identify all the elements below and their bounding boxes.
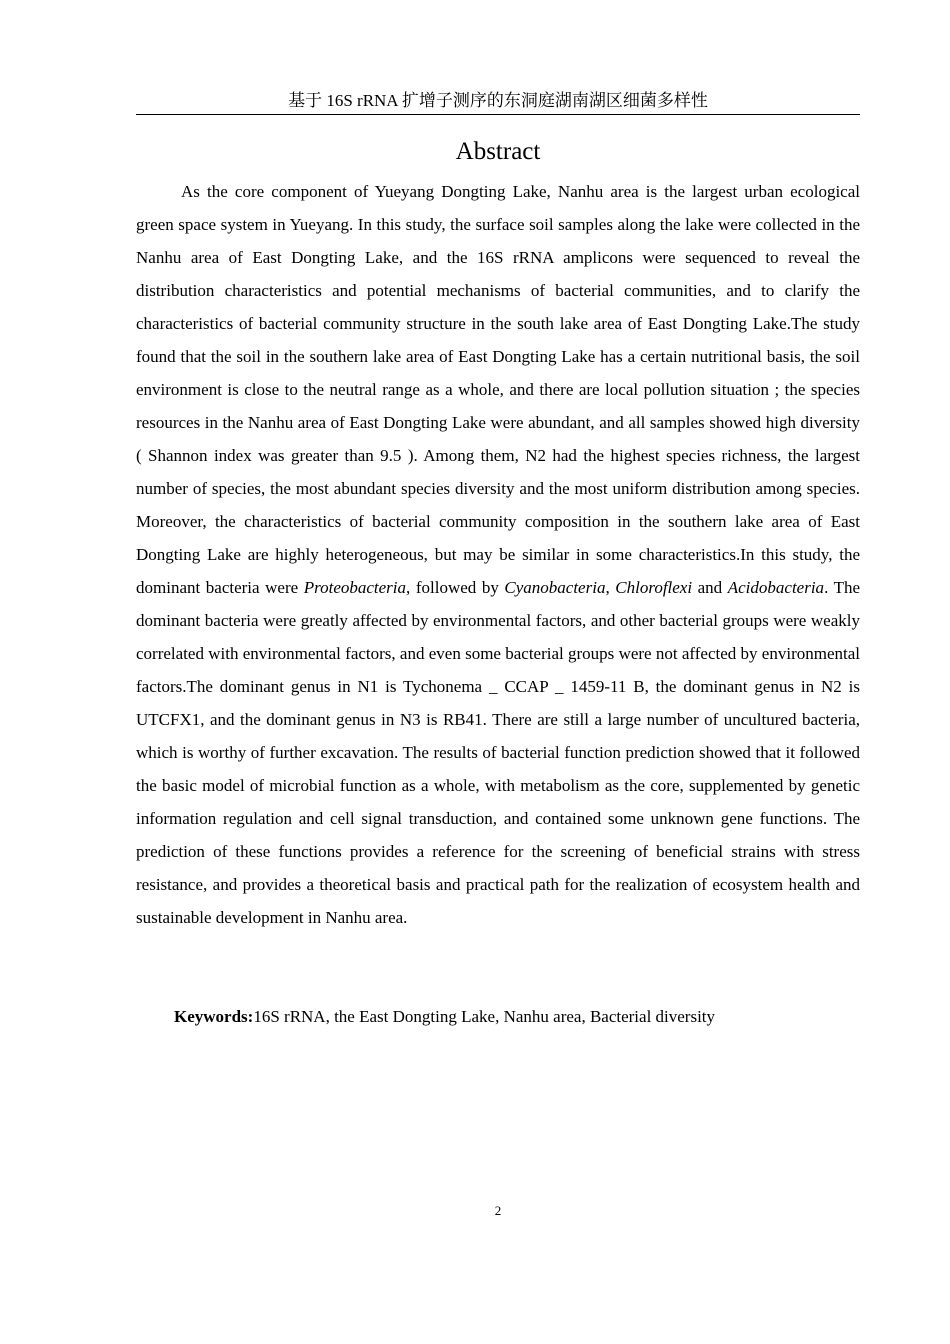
abstract-body bbox=[136, 175, 860, 934]
taxon-acidobacteria: Acidobacteria bbox=[727, 578, 825, 597]
abstract-text-1: As the core component of Yueyang Dongting Lake, Nanhu area is the largest urban ecological green space system in Yueyang. In this study, the surface soil samples along the lake were collected in the Nanhu area of East Dongting Lake, and the 16S rRNA amplicons were sequenced to reveal the distribution characteristics and potential mechanisms of bacterial communities, and to clarify the characteristics of bacterial community structure in the south lake area of East Dongting Lake.The study found that the soil in the southern lake area of East Dongting Lake has a certain nutritional basis, the soil environment is close to the neutral range as a whole, and there are local pollution situation ; the species resources in the Nanhu area of East Dongting Lake were abundant, and all samples showed high diversity ( Shannon index was greater than 9.5 ). Among them, N2 had the highest species richness, the largest number of species, the most abundant species diversity and the most uniform distribution among species. Moreover, the characteristics of bacterial community composition in the southern lake area of East Dongting Lake are highly heterogeneous, but may be similar in some characteristics.In this study, the dominant bacteria were bbox=[136, 182, 860, 597]
abstract-text-5: . The dominant bacteria were greatly affected by environmental factors, and other bacterial groups were weakly correlated with environmental factors, and even some bacterial groups were not affected by environmental factors.The dominant genus in N1 is Tychonema _ CCAP _ 1459-11 B, the dominant genus in N2 is UTCFX1, and the dominant genus in N3 is RB41. There are still a large number of uncultured bacteria, which is worthy of further excavation. The results of bacterial function prediction showed that it followed the basic model of microbial function as a whole, with metabolism as the core, supplemented by genetic information regulation and cell signal transduction, and contained some unknown gene functions. The prediction of these functions provides a reference for the screening of beneficial strains with stress resistance, and provides a theoretical basis and practical path for the realization of ecosystem health and sustainable development in Nanhu area. bbox=[136, 578, 860, 927]
abstract-text-2: , followed by bbox=[406, 578, 505, 597]
keywords-label: Keywords: bbox=[174, 1007, 254, 1026]
abstract-text-3: , bbox=[605, 578, 616, 597]
abstract-text-4: and bbox=[692, 578, 728, 597]
taxon-proteobacteria: Proteobacteria bbox=[303, 578, 407, 597]
taxon-cyanobacteria: Cyanobacteria bbox=[504, 578, 606, 597]
taxon-chloroflexi: Chloroflexi bbox=[615, 578, 693, 597]
keywords-line bbox=[136, 1000, 860, 1033]
abstract-title: Abstract bbox=[455, 138, 541, 165]
page-number: 2 bbox=[494, 1203, 502, 1218]
running-header: 基于 16S rRNA 扩增子测序的东洞庭湖南湖区细菌多样性 bbox=[136, 90, 860, 115]
keywords-text: 16S rRNA, the East Dongting Lake, Nanhu area, Bacterial diversity bbox=[253, 1007, 716, 1026]
